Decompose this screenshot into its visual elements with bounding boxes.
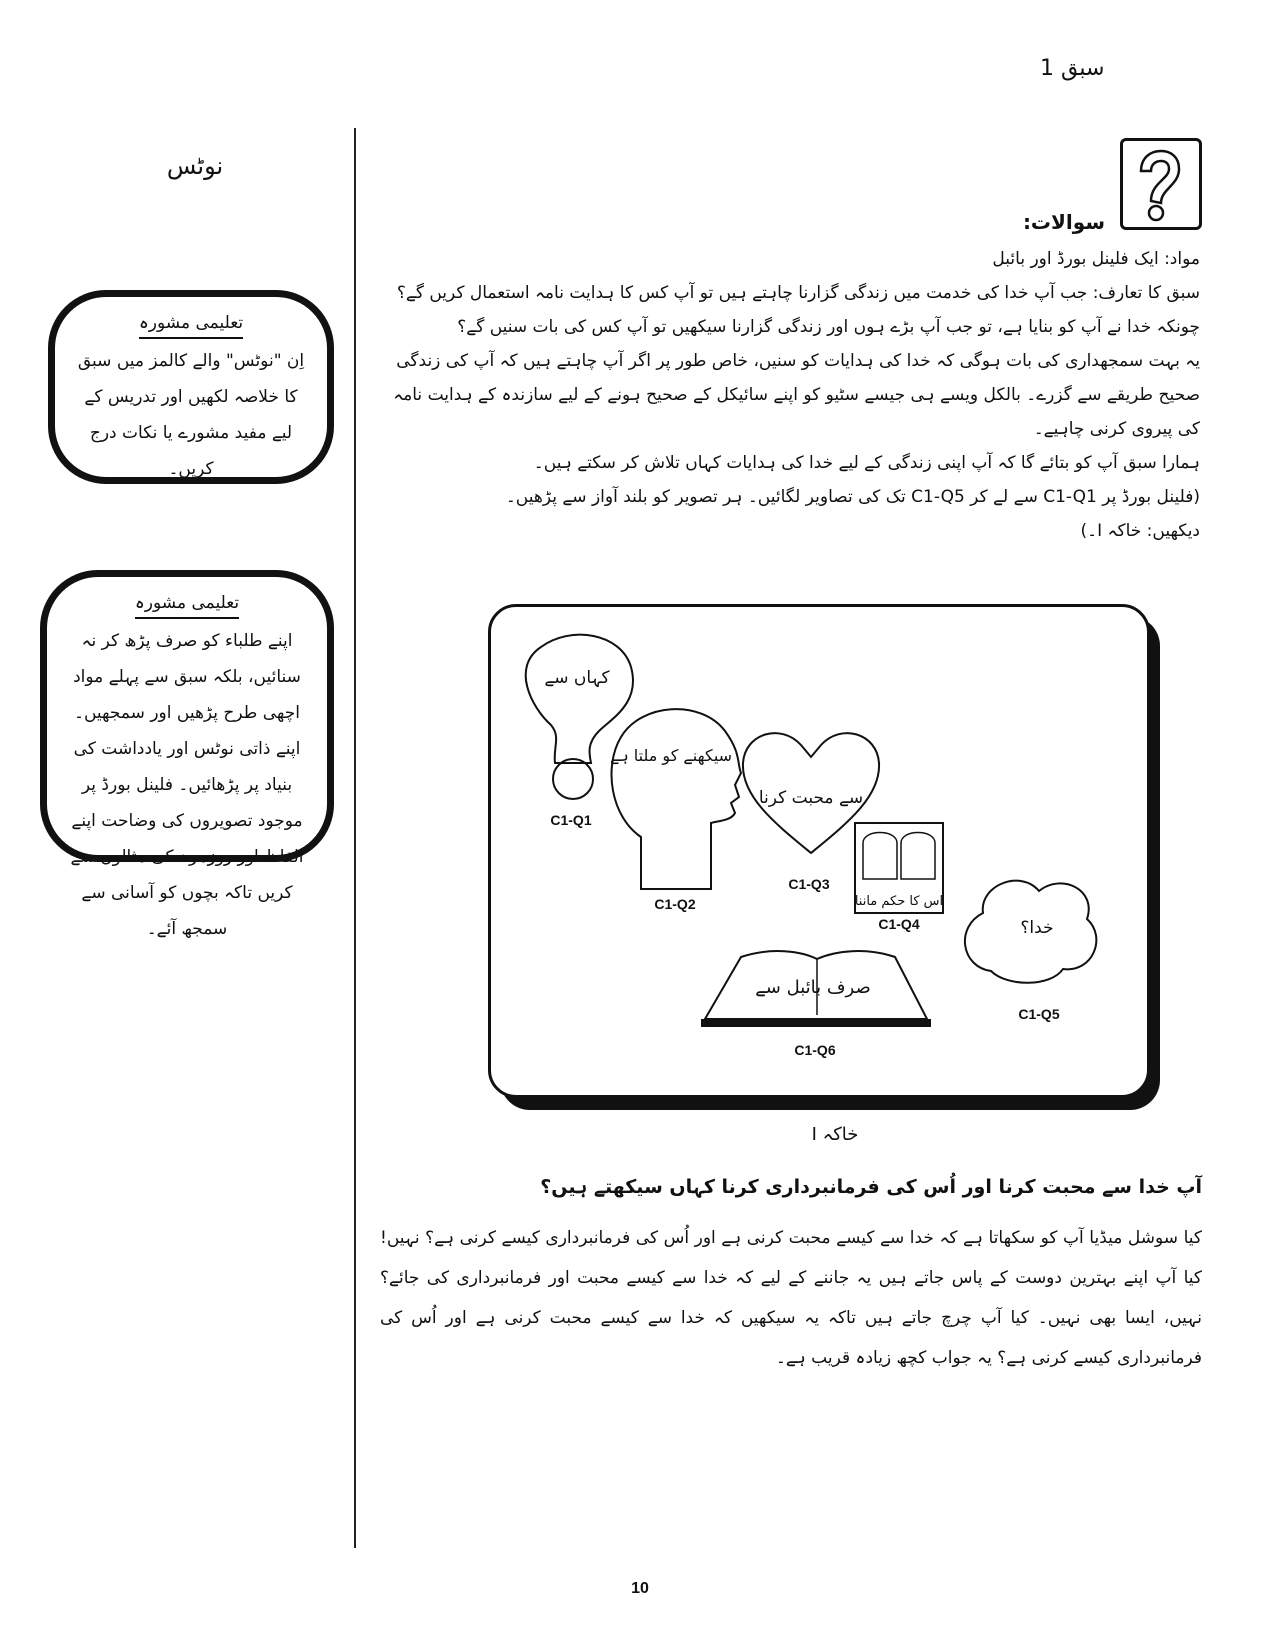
teaching-tip-title: تعلیمی مشورہ [135,591,239,619]
see-figure-note: دیکھیں: خاکہ I۔) [1080,521,1200,541]
intro-paragraph-1: سبق کا تعارف: جب آپ خدا کی خدمت میں زندگی گزارنا چاہتے ہیں تو آپ کس کا ہدایت نامہ استعمال کریں گے؟ چونکہ خدا نے آپ کو بنایا ہے، تو جب آپ بڑے ہوں اور زندگی گزارنا سیکھیں تو آپ کس کی بات سنیں گے؟ [396,283,1200,337]
materials-text: مواد: ایک فلینل بورڈ اور بائبل [992,249,1200,269]
fig-text-q4: اس کا حکم ماننا [854,894,944,909]
fig-label-q1: C1-Q1 [550,812,592,828]
flannel-instruction: (فلینل بورڈ پر C1-Q1 سے لے کر C1-Q5 تک کی تصاویر لگائیں۔ ہر تصویر کو بلند آواز سے پڑھیں۔ [505,487,1200,507]
notes-title: نوٹس [166,152,224,180]
column-divider [354,128,356,1548]
figure-panel [488,604,1150,1098]
question-mark-icon [1120,138,1202,230]
intro-paragraph-2: یہ بہت سمجھداری کی بات ہوگی کہ خدا کی ہدایات کو سنیں، خاص طور پر اگر آپ چاہتے ہیں کہ آپ کی زندگی صحیح طریقے سے گزرے۔ بالکل ویسے ہی جیسے سٹیو کو اپنے سائیکل کے صحیح ہونے کے لیے سازندہ کے ہدایت نامہ کی پیروی کرنی چاہیے۔ [393,351,1200,439]
head-shape [611,709,741,889]
teaching-tip-box-2 [40,570,334,939]
questions-heading: سوالات: [1022,210,1105,234]
fig-label-q3: C1-Q3 [788,876,830,892]
fig-text-q1: کہاں سے [544,668,610,688]
page-number: 10 [631,1580,649,1597]
fig-label-q2: C1-Q2 [654,896,696,912]
fig-text-q6: صرف بائبل سے [755,977,871,998]
fig-label-q4: C1-Q4 [878,916,920,932]
tablets-shape [863,833,935,880]
fig-label-q5: C1-Q5 [1018,1006,1060,1022]
figure-caption: خاکہ I [811,1124,859,1145]
fig-text-q2: سیکھنے کو ملتا ہے [609,746,733,765]
teaching-tip-text: اِن "نوٹس" والے کالمز میں سبق کا خلاصہ لکھیں اور تدریس کے لیے مفید مشورے یا نکات درج کریں۔ [77,351,305,479]
intro-paragraph-3: ہمارا سبق آپ کو بتائے گا کہ آپ اپنی زندگی کے لیے خدا کی ہدایات کہاں تلاش کر سکتے ہیں۔ [533,453,1200,473]
section-body: کیا سوشل میڈیا آپ کو سکھاتا ہے کہ خدا سے کیسے محبت کرنی ہے اور اُس کی فرمانبرداری کیسے کرنی ہے؟ نہیں! کیا آپ اپنے بہترین دوست کے پاس جاتے ہیں یہ جاننے کے لیے کہ خدا سے کیسے محبت اور فرمانبرداری کی جائے؟ نہیں، ایسا بھی نہیں۔ کیا آپ چرچ جاتے ہیں تاکہ یہ سیکھیں کہ خدا سے کیسے محبت کرنی ہے اور اُس کی فرمانبرداری کیسے کرنی ہے؟ یہ جواب کچھ زیادہ قریب ہے۔ [380,1228,1202,1368]
fig-text-q3: سے محبت کرنا [758,788,864,808]
teaching-tip-text: اپنے طلباء کو صرف پڑھ کر نہ سنائیں، بلکہ سبق سے پہلے مواد اچھی طرح پڑھیں اور سمجھیں۔ اپنے ذاتی نوٹس اور یادداشت کی بنیاد پر پڑھائیں۔ فلینل بورڈ پر موجود تصویروں کی وضاحت اپنے الفاظ اور روزمرہ کی مثالوں سے کریں تاکہ بچوں کو آسانی سے سمجھ آئے۔ [70,631,304,939]
lesson-intro [380,242,1200,548]
lesson-label: سبق 1 [1040,56,1105,81]
teaching-tip-box-1 [48,290,334,484]
section-heading: آپ خدا سے محبت کرنا اور اُس کی فرمانبرداری کرنا کہاں سیکھتے ہیں؟ [540,1176,1202,1198]
teaching-tip-title: تعلیمی مشورہ [139,311,243,339]
fig-text-q5: خدا؟ [1020,918,1054,938]
fig-label-q6: C1-Q6 [794,1042,836,1058]
